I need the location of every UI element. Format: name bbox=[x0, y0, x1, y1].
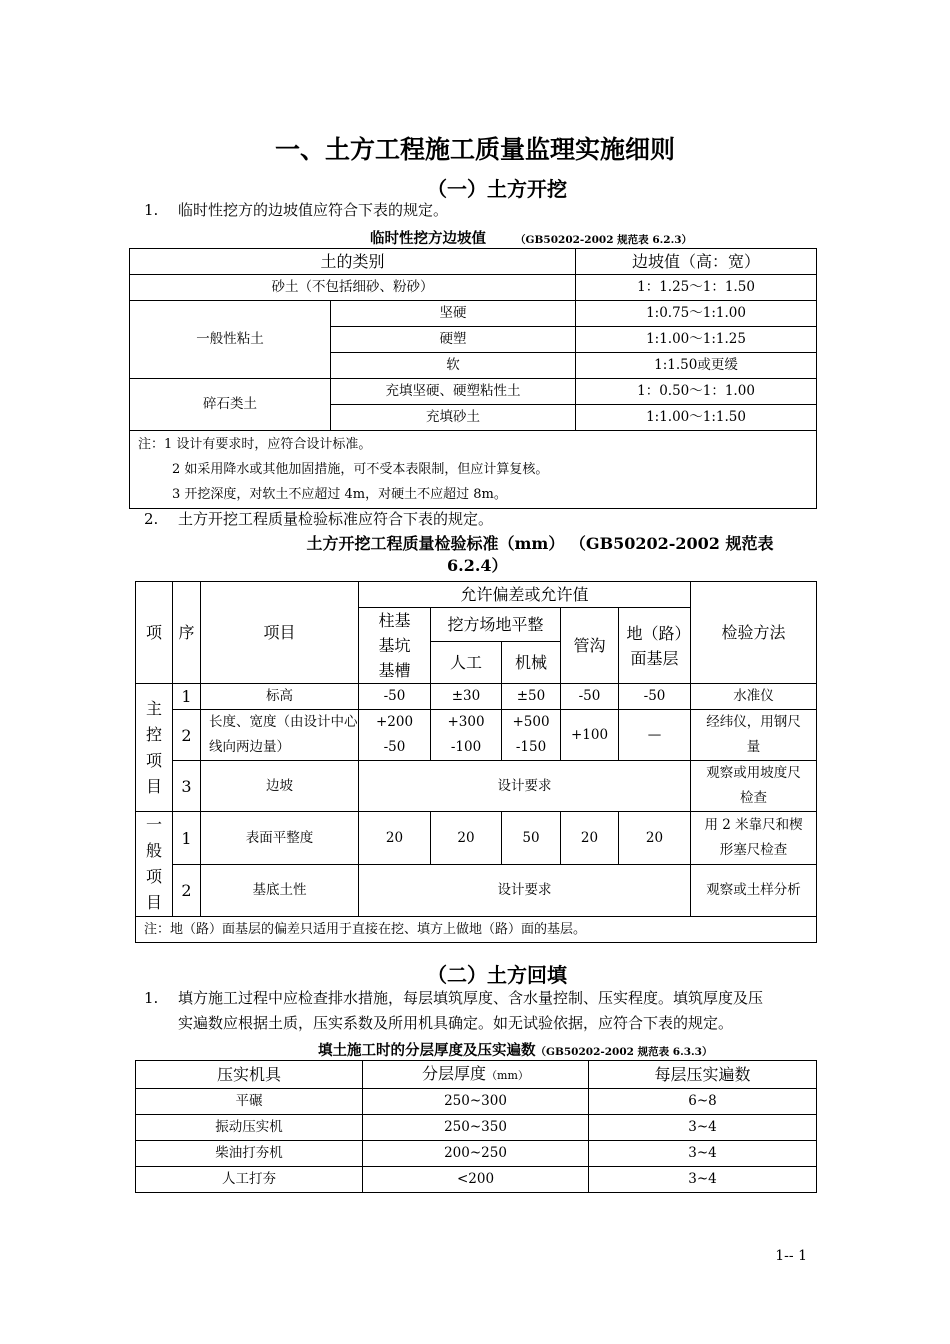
header-project: 项目 bbox=[201, 582, 359, 684]
item-text-line1: 填方施工过程中应检查排水措施，每层填筑厚度、含水量控制、压实程度。填筑厚度及压 bbox=[178, 989, 764, 1007]
header-thickness-unit: （mm） bbox=[486, 1069, 529, 1082]
cell-v2 bbox=[431, 710, 502, 761]
header-machine: 压实机具 bbox=[136, 1061, 363, 1089]
table2-note: 注：地（路）面基层的偏差只适用于直接在挖、填方上做地（路）面的基层。 bbox=[136, 917, 817, 943]
cell-seq: 2 bbox=[173, 865, 201, 917]
header-passes: 每层压实遍数 bbox=[589, 1061, 817, 1089]
cell-seq: 2 bbox=[173, 710, 201, 761]
table-row bbox=[136, 1089, 817, 1115]
cell-machine: 人工打夯 bbox=[136, 1167, 363, 1193]
cell-value: 1:1.00～1:1.50 bbox=[576, 405, 817, 431]
item-text: 临时性挖方的边坡值应符合下表的规定。 bbox=[178, 201, 449, 219]
cell-value-bottom: -100 bbox=[450, 739, 482, 755]
table-row bbox=[136, 865, 817, 917]
table1-caption-ref: （GB50202-2002 规范表 6.2.3） bbox=[515, 234, 693, 246]
cell-sand-value: 1：1.25～1：1.50 bbox=[576, 275, 817, 301]
header-ground: 地（路）面基层 bbox=[619, 608, 691, 684]
item-text-line2: 实遍数应根据土质，压实系数及所用机具确定。如无试验依据，应符合下表的规定。 bbox=[178, 1014, 734, 1032]
header-thickness-label: 分层厚度 bbox=[422, 1064, 487, 1083]
excavation-quality-table bbox=[135, 581, 817, 943]
cell-thickness: 250~350 bbox=[363, 1115, 589, 1141]
item-number: 1. bbox=[144, 989, 159, 1007]
table3-caption-title: 填土施工时的分层厚度及压实遍数 bbox=[318, 1042, 536, 1059]
cell-value: 1:1.50或更缓 bbox=[576, 353, 817, 379]
item-text: 土方开挖工程质量检验标准应符合下表的规定。 bbox=[178, 510, 494, 528]
compaction-table bbox=[135, 1060, 817, 1193]
table3-caption bbox=[318, 1039, 713, 1060]
cell-method: 用 2 米靠尺和楔形塞尺检查 bbox=[691, 812, 817, 865]
cell-v2: ±30 bbox=[431, 684, 502, 710]
header-site: 挖方场地平整 bbox=[431, 608, 561, 642]
note-line: 注：1 设计有要求时，应符合设计标准。 bbox=[138, 437, 372, 452]
cell-value-top: +200 bbox=[375, 714, 414, 730]
table2-caption-line2: 6.2.4） bbox=[447, 556, 508, 575]
cell-seq: 1 bbox=[173, 684, 201, 710]
cell-passes: 3~4 bbox=[589, 1167, 817, 1193]
cell-method: 观察或用坡度尺检查 bbox=[691, 761, 817, 812]
note-line: 2 如采用降水或其他加固措施，可不受本表限制，但应计算复核。 bbox=[172, 462, 549, 477]
cell-sub: 硬塑 bbox=[331, 327, 576, 353]
cell-v2: 20 bbox=[431, 812, 502, 865]
header-machine: 机械 bbox=[502, 642, 561, 684]
group-general: 一般项目 bbox=[136, 812, 173, 917]
header-seq: 序 bbox=[173, 582, 201, 684]
cell-value: 1：0.50～1：1.00 bbox=[576, 379, 817, 405]
cell-value: 1:0.75～1:1.00 bbox=[576, 301, 817, 327]
cell-sand: 砂土（不包括细砂、粉砂） bbox=[130, 275, 576, 301]
slope-table bbox=[129, 248, 817, 509]
cell-method: 水准仪 bbox=[691, 684, 817, 710]
header-allowance: 允许偏差或允许值 bbox=[359, 582, 691, 608]
table2-caption-line1: 土方开挖工程质量检验标准（mm） （GB50202-2002 规范表 bbox=[306, 534, 774, 553]
cell-v1: 20 bbox=[359, 812, 431, 865]
cell-sub: 充填坚硬、硬塑粘性土 bbox=[331, 379, 576, 405]
table-row bbox=[136, 582, 817, 608]
table2-caption bbox=[135, 533, 945, 577]
cell-v5: 20 bbox=[619, 812, 691, 865]
page-number: 1-- 1 bbox=[775, 1248, 807, 1264]
item-number: 2. bbox=[144, 510, 159, 528]
table-row bbox=[130, 249, 817, 275]
cell-v1 bbox=[359, 710, 431, 761]
table1-notes bbox=[130, 431, 817, 509]
table-row bbox=[136, 761, 817, 812]
table-row bbox=[136, 710, 817, 761]
cell-v5: — bbox=[619, 710, 691, 761]
cell-name: 基底土性 bbox=[201, 865, 359, 917]
cell-sub: 软 bbox=[331, 353, 576, 379]
cell-method: 经纬仪，用钢尺量 bbox=[691, 710, 817, 761]
header-thickness bbox=[363, 1061, 589, 1089]
table-row bbox=[130, 301, 817, 327]
header-method: 检验方法 bbox=[691, 582, 817, 684]
cell-v4: -50 bbox=[561, 684, 619, 710]
cell-value-top: +300 bbox=[447, 714, 485, 730]
paragraph-item-1 bbox=[144, 198, 448, 223]
cell-v4: 20 bbox=[561, 812, 619, 865]
cell-thickness: <200 bbox=[363, 1167, 589, 1193]
table-row bbox=[136, 684, 817, 710]
table-row bbox=[130, 379, 817, 405]
paragraph-backfill bbox=[144, 986, 824, 1036]
table-row bbox=[136, 812, 817, 865]
cell-v3: ±50 bbox=[502, 684, 561, 710]
header-item: 项 bbox=[136, 582, 173, 684]
cell-sub: 坚硬 bbox=[331, 301, 576, 327]
cell-design-requirement: 设计要求 bbox=[359, 761, 691, 812]
table-row bbox=[136, 1115, 817, 1141]
header-pipe: 管沟 bbox=[561, 608, 619, 684]
cell-name: 表面平整度 bbox=[201, 812, 359, 865]
cell-value: 1:1.00～1:1.25 bbox=[576, 327, 817, 353]
cell-v1: -50 bbox=[359, 684, 431, 710]
table-row bbox=[136, 1167, 817, 1193]
cell-name: 长度、宽度（由设计中心线向两边量） bbox=[201, 710, 359, 761]
cell-v5: -50 bbox=[619, 684, 691, 710]
header-pile: 柱基基坑基槽 bbox=[359, 608, 431, 684]
header-soil-type: 土的类别 bbox=[130, 249, 576, 275]
cell-passes: 3~4 bbox=[589, 1141, 817, 1167]
cell-design-requirement: 设计要求 bbox=[359, 865, 691, 917]
cell-gravel-group: 碎石类土 bbox=[130, 379, 331, 431]
header-slope-value: 边坡值（高：宽） bbox=[576, 249, 817, 275]
header-manual: 人工 bbox=[431, 642, 502, 684]
cell-sub: 充填砂土 bbox=[331, 405, 576, 431]
cell-value-bottom: -50 bbox=[383, 739, 406, 755]
cell-method: 观察或土样分析 bbox=[691, 865, 817, 917]
cell-clay-group: 一般性粘土 bbox=[130, 301, 331, 379]
cell-v4: +100 bbox=[561, 710, 619, 761]
cell-passes: 6~8 bbox=[589, 1089, 817, 1115]
cell-name: 标高 bbox=[201, 684, 359, 710]
cell-machine: 柴油打夯机 bbox=[136, 1141, 363, 1167]
cell-v3: 50 bbox=[502, 812, 561, 865]
cell-machine: 振动压实机 bbox=[136, 1115, 363, 1141]
paragraph-item-2 bbox=[144, 507, 493, 532]
page-title: 一、土方工程施工质量监理实施细则 bbox=[274, 135, 675, 164]
group-main: 主控项目 bbox=[136, 684, 173, 812]
cell-value-top: +500 bbox=[512, 714, 550, 730]
table1-caption-title: 临时性挖方边坡值 bbox=[370, 230, 486, 247]
table1-caption bbox=[370, 227, 692, 248]
cell-passes: 3~4 bbox=[589, 1115, 817, 1141]
cell-v3 bbox=[502, 710, 561, 761]
cell-thickness: 250~300 bbox=[363, 1089, 589, 1115]
table-row bbox=[136, 917, 817, 943]
note-line: 3 开挖深度，对软土不应超过 4m，对硬土不应超过 8m。 bbox=[172, 487, 507, 502]
section-heading-backfill: （二）土方回填 bbox=[427, 963, 567, 987]
table-row bbox=[136, 1061, 817, 1089]
cell-machine: 平碾 bbox=[136, 1089, 363, 1115]
section-heading-excavation: （一）土方开挖 bbox=[427, 177, 567, 201]
cell-name: 边坡 bbox=[201, 761, 359, 812]
table-row bbox=[130, 275, 817, 301]
cell-seq: 1 bbox=[173, 812, 201, 865]
table3-caption-ref: （GB50202-2002 规范表 6.3.3） bbox=[535, 1046, 713, 1058]
item-number: 1. bbox=[144, 201, 159, 219]
cell-thickness: 200~250 bbox=[363, 1141, 589, 1167]
table-row bbox=[136, 1141, 817, 1167]
cell-seq: 3 bbox=[173, 761, 201, 812]
cell-value-bottom: -150 bbox=[515, 739, 547, 755]
table-row bbox=[130, 431, 817, 509]
